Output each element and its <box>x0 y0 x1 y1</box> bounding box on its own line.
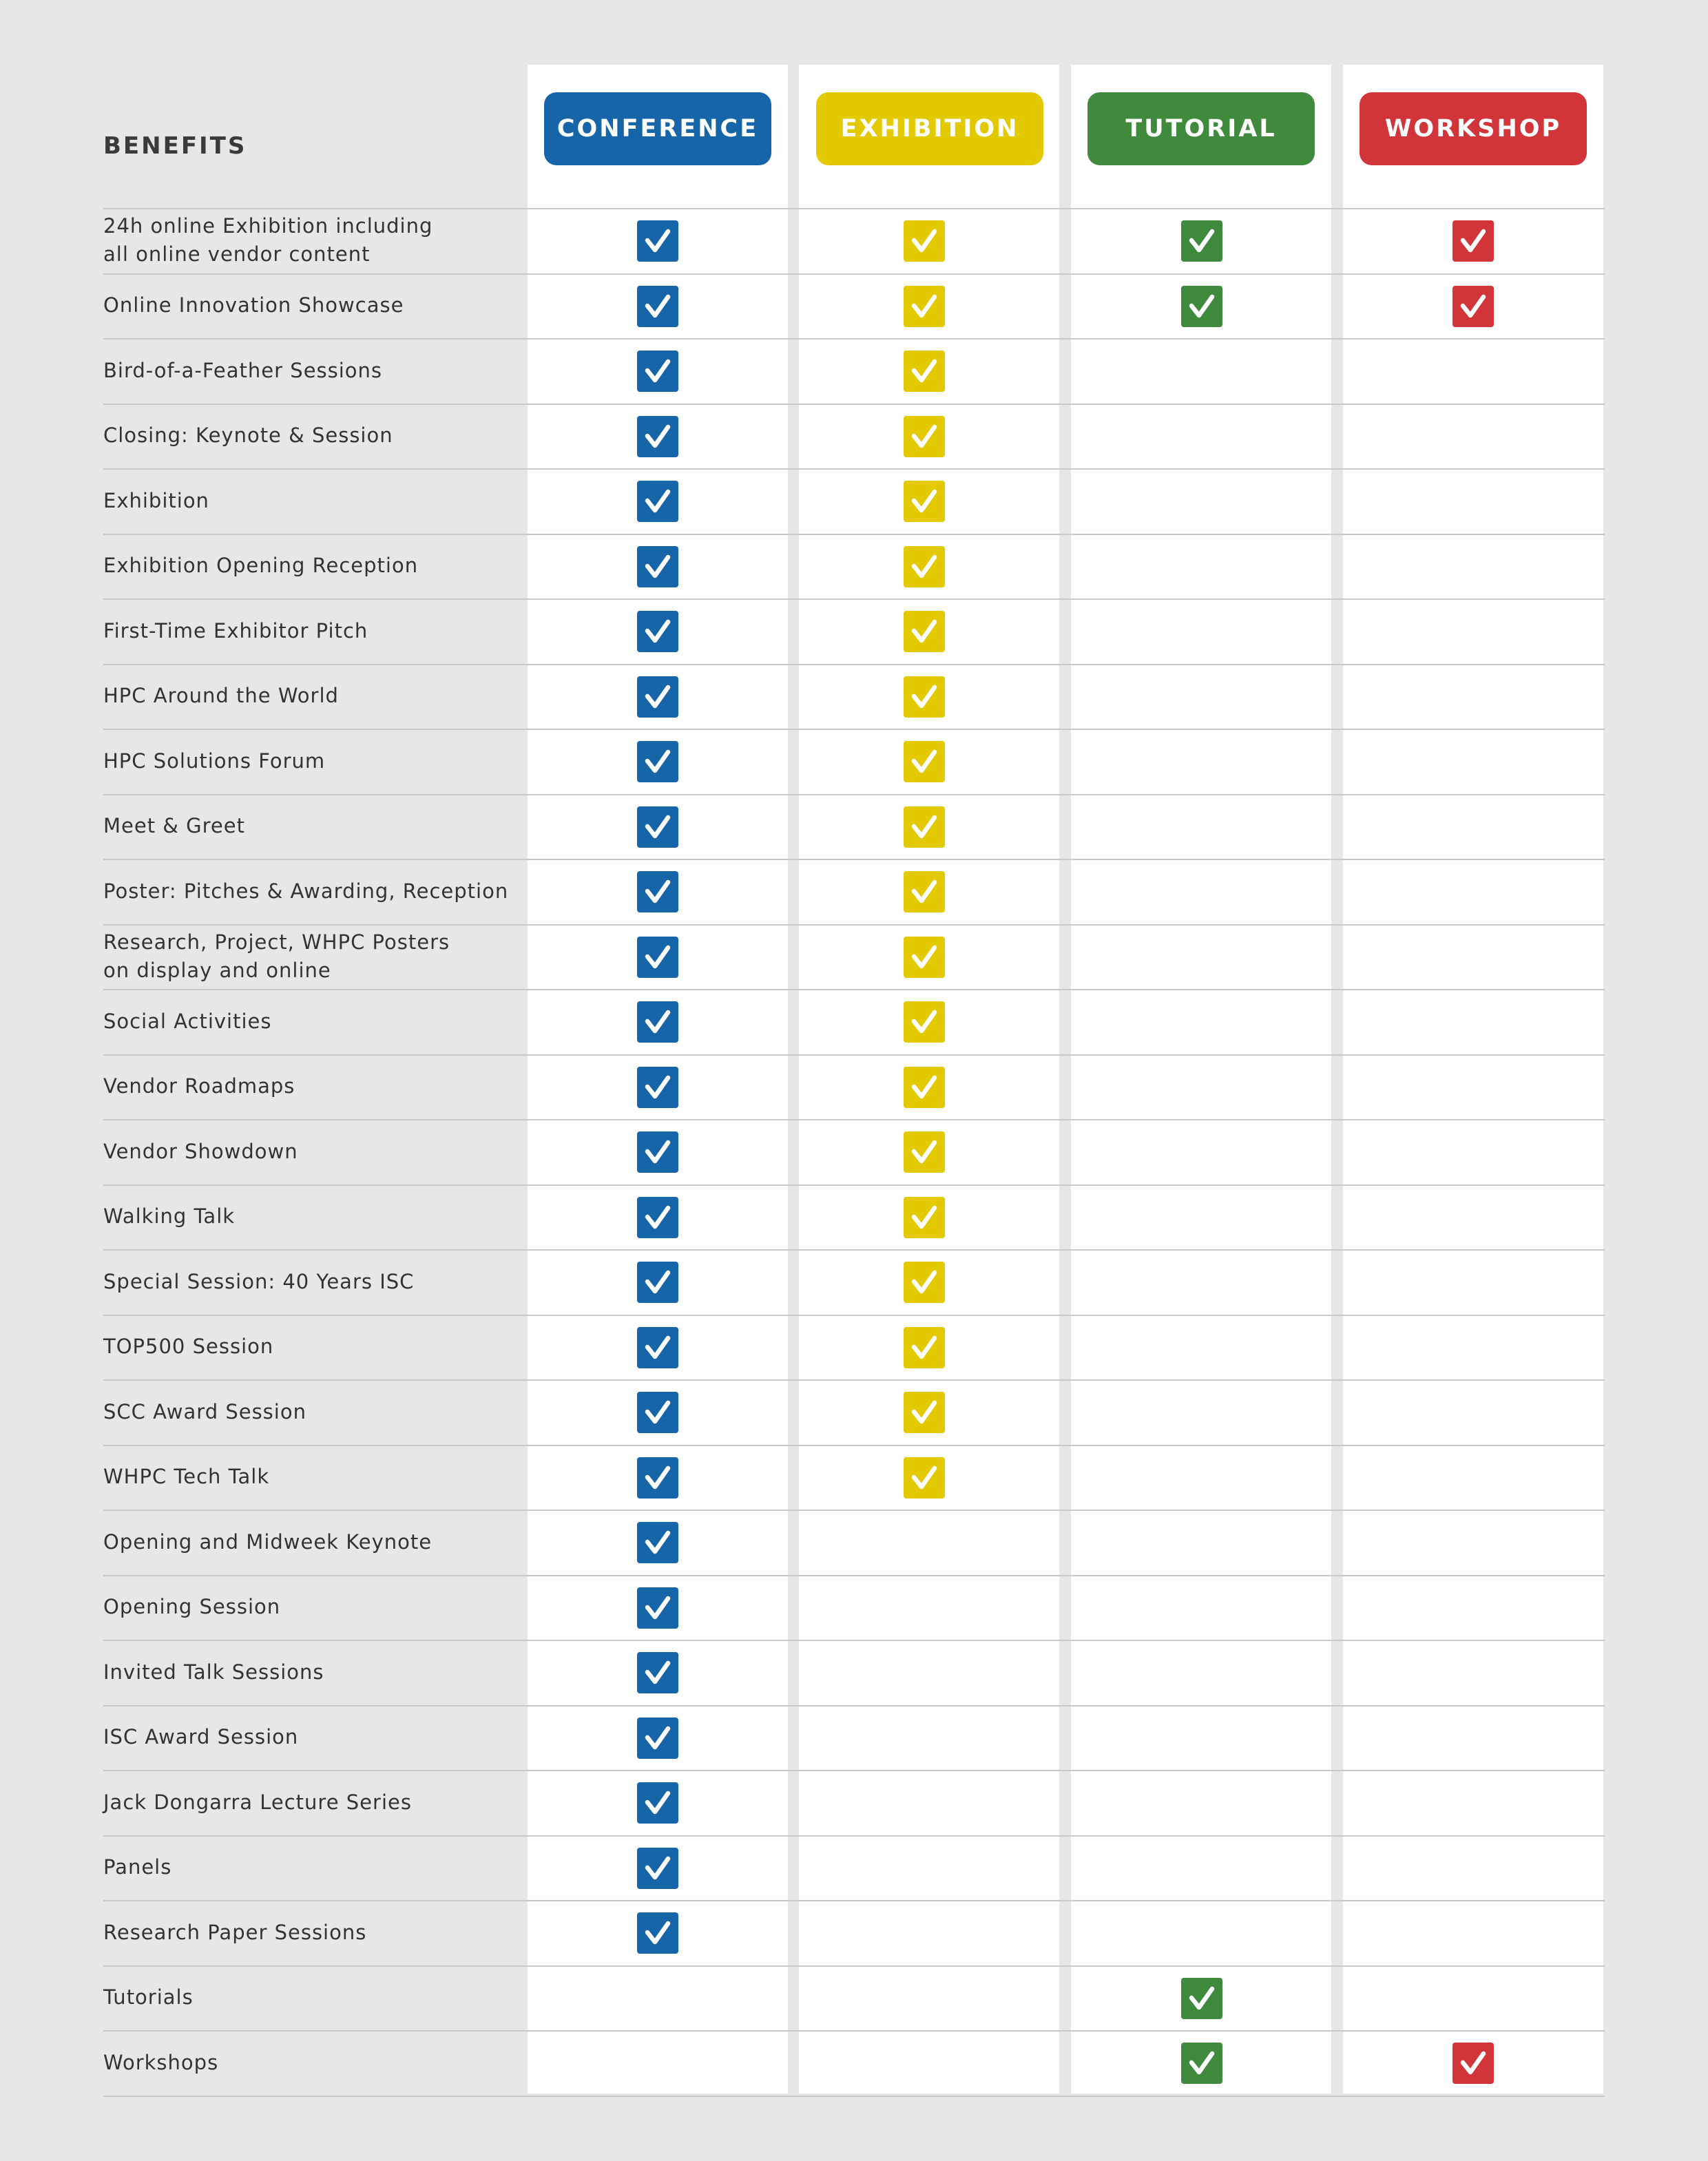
table-row <box>103 1445 1605 1510</box>
conference-checkmark-icon <box>637 1067 678 1108</box>
exhibition-checkmark-icon <box>904 286 945 327</box>
benefit-label: Meet & Greet <box>103 814 245 838</box>
benefit-label: Jack Dongarra Lecture Series <box>103 1790 412 1814</box>
benefit-label: SCC Award Session <box>103 1399 306 1423</box>
benefit-label: Poster: Pitches & Awarding, Reception <box>103 879 509 903</box>
benefit-label: Walking Talk <box>103 1204 236 1229</box>
benefit-label: HPC Around the World <box>103 684 339 708</box>
benefit-label: First-Time Exhibitor Pitch <box>103 618 368 643</box>
conference-checkmark-icon <box>637 1718 678 1759</box>
conference-checkmark-icon <box>637 1652 678 1693</box>
exhibition-checkmark-icon <box>904 1131 945 1173</box>
table-row <box>103 2030 1605 2096</box>
table-row <box>103 859 1605 924</box>
benefit-label: TOP500 Session <box>103 1335 274 1359</box>
benefit-label: ISC Award Session <box>103 1725 299 1749</box>
table-row <box>103 794 1605 859</box>
exhibition-checkmark-icon <box>904 676 945 718</box>
table-row <box>103 989 1605 1054</box>
benefits-table <box>103 208 1605 2096</box>
exhibition-checkmark-icon <box>904 806 945 848</box>
conference-checkmark-icon <box>637 481 678 522</box>
tutorial-checkmark-icon <box>1181 2043 1222 2084</box>
table-row <box>103 1379 1605 1445</box>
workshop-header: WORKSHOP <box>1360 92 1587 165</box>
exhibition-checkmark-icon <box>904 1392 945 1433</box>
table-row <box>103 598 1605 664</box>
exhibition-checkmark-icon <box>904 1262 945 1303</box>
conference-checkmark-icon <box>637 351 678 392</box>
exhibition-checkmark-icon <box>904 741 945 782</box>
benefit-label: WHPC Tech Talk <box>103 1465 270 1489</box>
table-bottom-divider <box>103 2096 1605 2097</box>
exhibition-checkmark-icon <box>904 937 945 978</box>
benefit-label: Panels <box>103 1855 172 1879</box>
benefit-label: Invited Talk Sessions <box>103 1660 324 1684</box>
table-row <box>103 1575 1605 1640</box>
benefit-label: Online Innovation Showcase <box>103 293 404 317</box>
exhibition-checkmark-icon <box>904 1197 945 1238</box>
exhibition-checkmark-icon <box>904 1327 945 1368</box>
exhibition-checkmark-icon <box>904 481 945 522</box>
table-row <box>103 338 1605 404</box>
table-row <box>103 1249 1605 1315</box>
benefit-label: Research, Project, WHPC Posters on display and online <box>103 930 450 982</box>
benefit-label: Exhibition Opening Reception <box>103 554 419 578</box>
benefit-label: Social Activities <box>103 1009 272 1033</box>
table-row <box>103 1705 1605 1771</box>
benefit-label: Workshops <box>103 2050 219 2074</box>
benefit-label: Vendor Roadmaps <box>103 1074 295 1098</box>
benefit-label: HPC Solutions Forum <box>103 749 326 773</box>
table-row <box>103 924 1605 990</box>
workshop-checkmark-icon <box>1452 2043 1494 2084</box>
table-row <box>103 1184 1605 1250</box>
benefit-label: Opening and Midweek Keynote <box>103 1530 433 1554</box>
table-row <box>103 1054 1605 1120</box>
exhibition-checkmark-icon <box>904 351 945 392</box>
benefit-label: Exhibition <box>103 488 209 512</box>
conference-checkmark-icon <box>637 806 678 848</box>
table-row <box>103 534 1605 599</box>
exhibition-checkmark-icon <box>904 1457 945 1499</box>
conference-checkmark-icon <box>637 1131 678 1173</box>
exhibition-header: EXHIBITION <box>816 92 1043 165</box>
conference-checkmark-icon <box>637 1457 678 1499</box>
workshop-checkmark-icon <box>1452 286 1494 327</box>
conference-header: CONFERENCE <box>544 92 771 165</box>
table-row <box>103 1315 1605 1380</box>
exhibition-checkmark-icon <box>904 611 945 652</box>
conference-checkmark-icon <box>637 546 678 587</box>
table-row <box>103 1119 1605 1184</box>
conference-checkmark-icon <box>637 1392 678 1433</box>
table-row <box>103 404 1605 469</box>
table-row <box>103 1965 1605 2031</box>
table-row <box>103 1510 1605 1575</box>
conference-checkmark-icon <box>637 286 678 327</box>
tutorial-header: TUTORIAL <box>1087 92 1315 165</box>
table-row <box>103 664 1605 729</box>
benefit-label: Opening Session <box>103 1595 281 1619</box>
exhibition-checkmark-icon <box>904 1067 945 1108</box>
workshop-checkmark-icon <box>1452 220 1494 262</box>
conference-checkmark-icon <box>637 1848 678 1889</box>
table-row <box>103 729 1605 794</box>
exhibition-checkmark-icon <box>904 416 945 457</box>
table-row <box>103 273 1605 339</box>
benefits-heading: BENEFITS <box>103 132 247 160</box>
conference-checkmark-icon <box>637 416 678 457</box>
table-row <box>103 468 1605 534</box>
benefit-label: Bird-of-a-Feather Sessions <box>103 358 383 382</box>
conference-checkmark-icon <box>637 1001 678 1043</box>
conference-checkmark-icon <box>637 871 678 912</box>
benefit-label: Tutorials <box>103 1985 194 2009</box>
table-row <box>103 1770 1605 1835</box>
conference-checkmark-icon <box>637 611 678 652</box>
conference-checkmark-icon <box>637 1587 678 1629</box>
benefit-label: Vendor Showdown <box>103 1139 298 1163</box>
conference-checkmark-icon <box>637 937 678 978</box>
benefit-label: Closing: Keynote & Session <box>103 424 393 448</box>
exhibition-checkmark-icon <box>904 546 945 587</box>
tutorial-checkmark-icon <box>1181 286 1222 327</box>
conference-checkmark-icon <box>637 1197 678 1238</box>
tutorial-checkmark-icon <box>1181 220 1222 262</box>
conference-checkmark-icon <box>637 220 678 262</box>
exhibition-checkmark-icon <box>904 1001 945 1043</box>
table-row <box>103 208 1605 273</box>
conference-checkmark-icon <box>637 741 678 782</box>
benefit-label: 24h online Exhibition including all online vendor content <box>103 214 433 267</box>
tutorial-checkmark-icon <box>1181 1978 1222 2019</box>
benefit-label: Research Paper Sessions <box>103 1920 367 1944</box>
table-row <box>103 1640 1605 1705</box>
conference-checkmark-icon <box>637 1782 678 1824</box>
table-row <box>103 1900 1605 1965</box>
conference-checkmark-icon <box>637 1912 678 1954</box>
conference-checkmark-icon <box>637 1522 678 1563</box>
conference-checkmark-icon <box>637 1262 678 1303</box>
exhibition-checkmark-icon <box>904 220 945 262</box>
exhibition-checkmark-icon <box>904 871 945 912</box>
conference-checkmark-icon <box>637 1327 678 1368</box>
conference-checkmark-icon <box>637 676 678 718</box>
table-row <box>103 1835 1605 1901</box>
benefit-label: Special Session: 40 Years ISC <box>103 1269 415 1293</box>
